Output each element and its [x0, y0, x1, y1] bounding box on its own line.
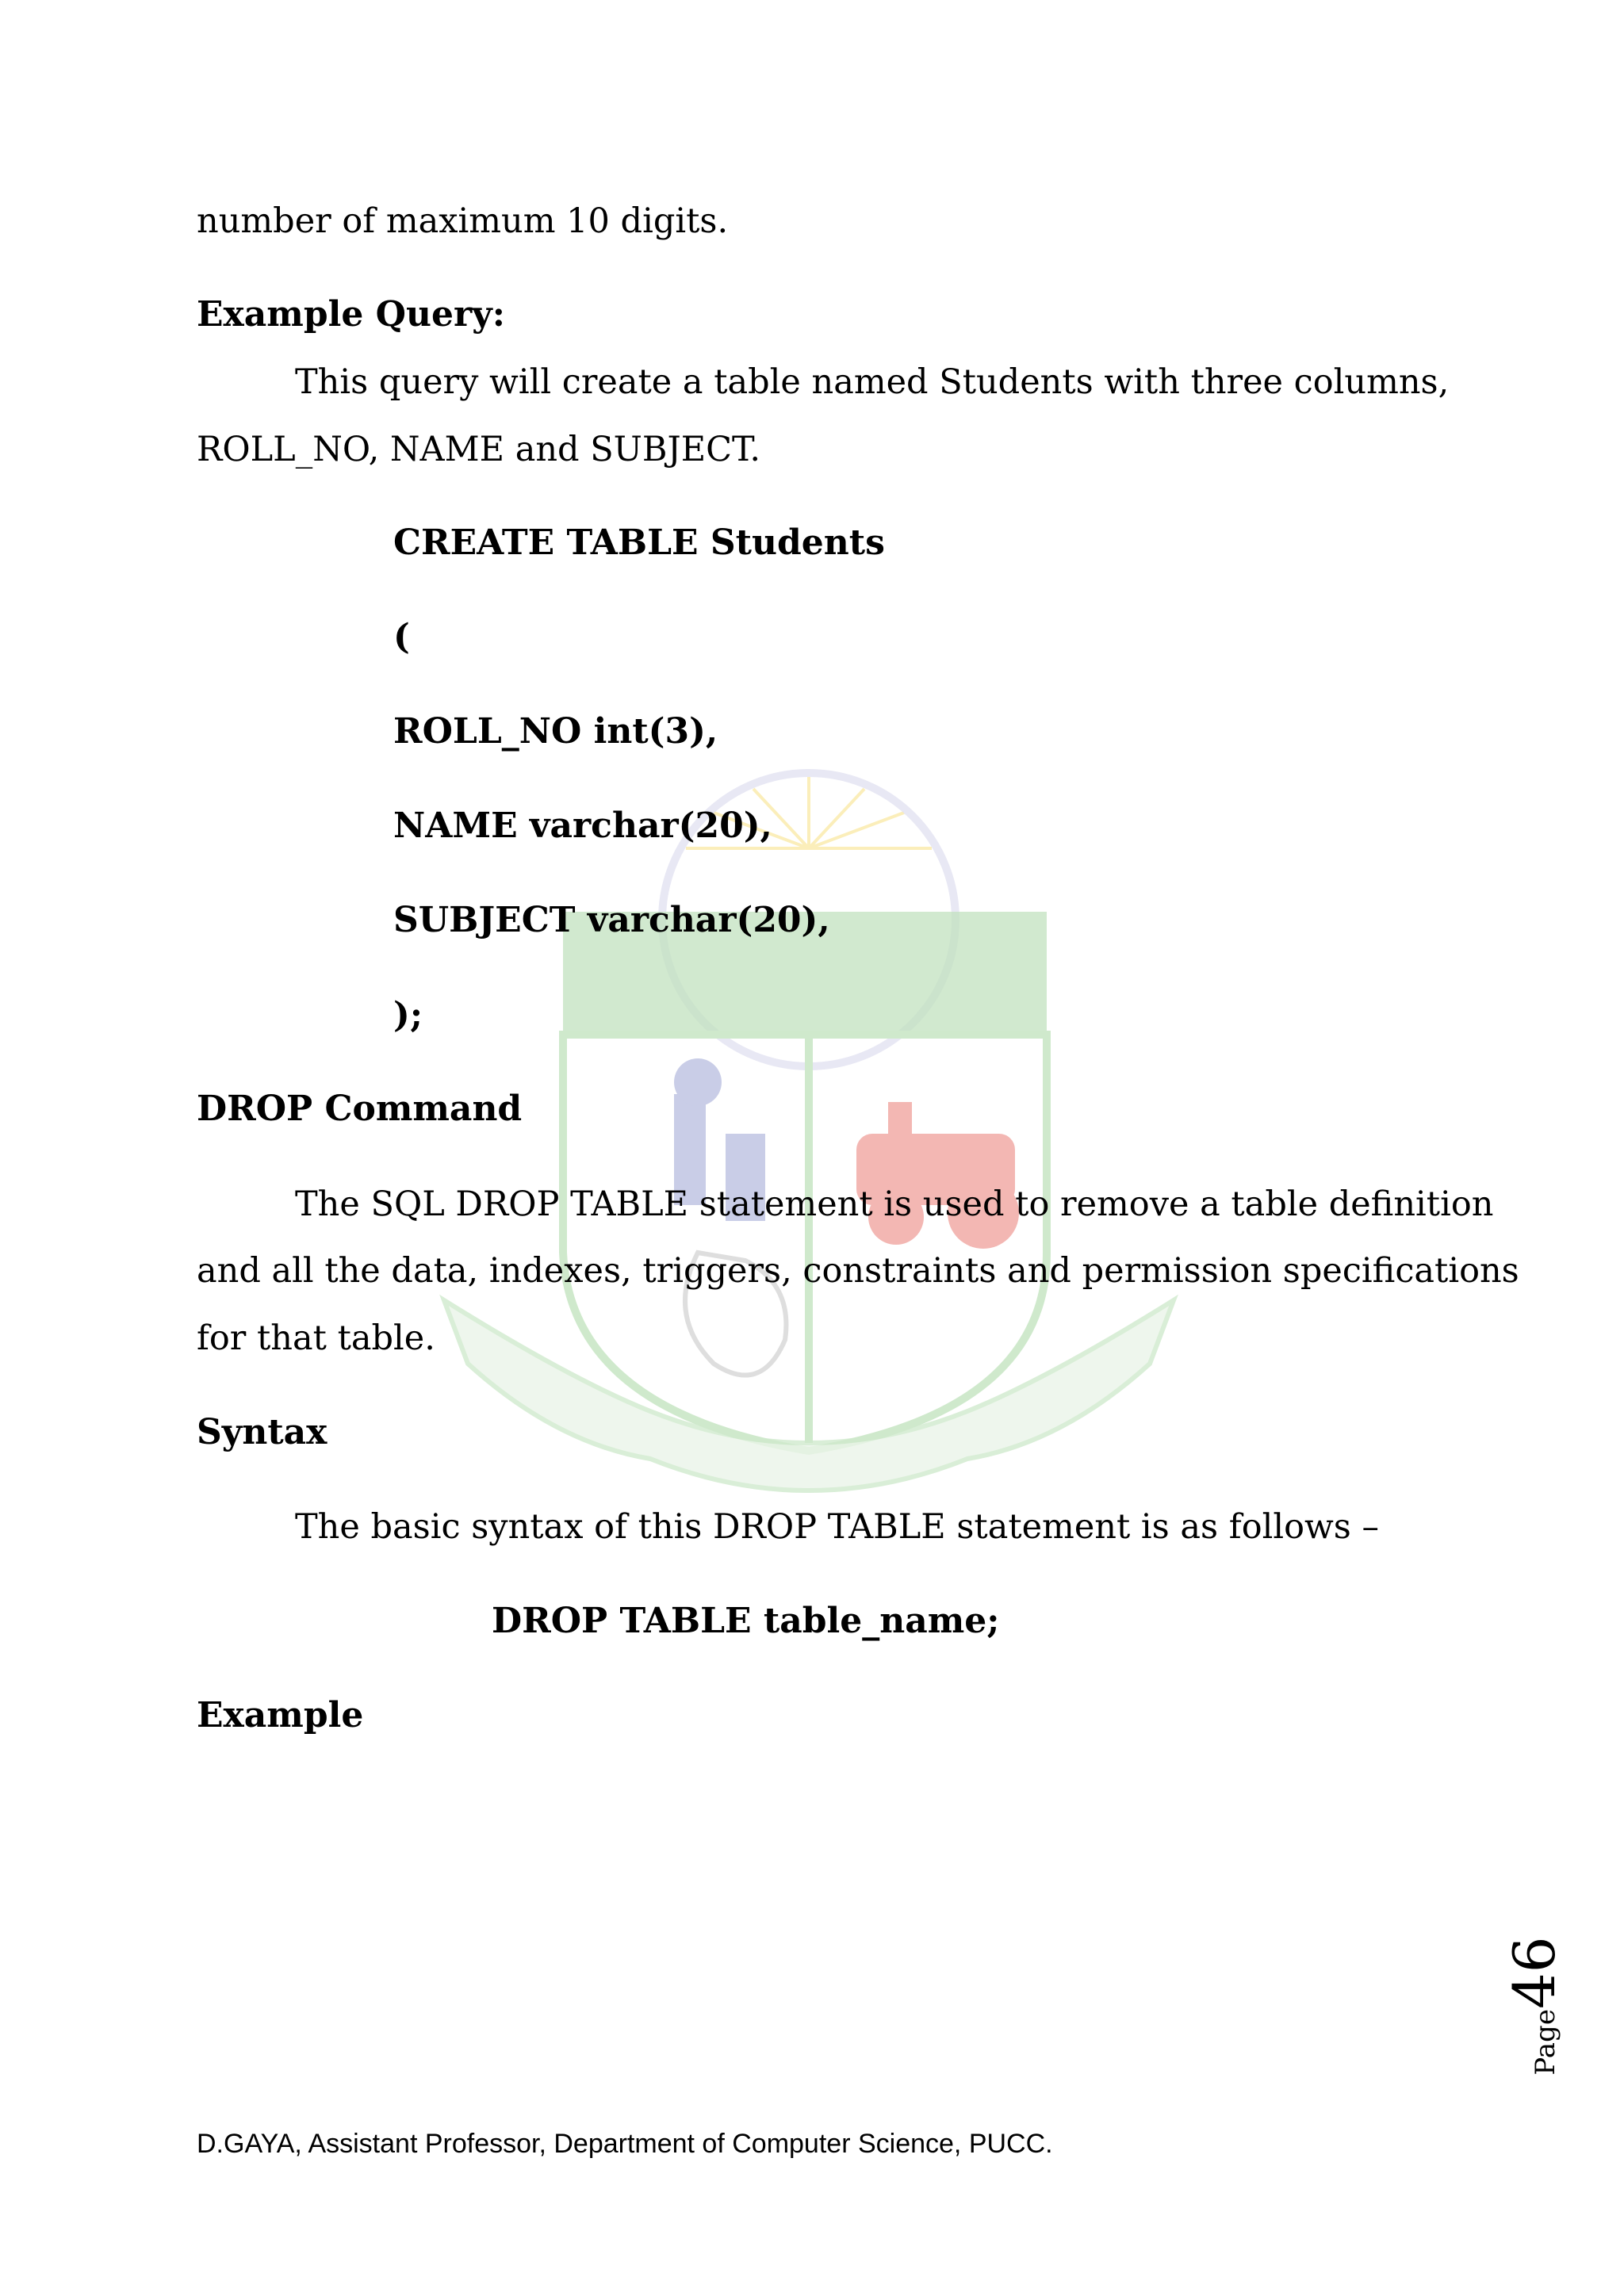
heading-drop-command: DROP Command [197, 1089, 523, 1129]
code-line: ( [393, 617, 410, 657]
code-line: SUBJECT varchar(20), [393, 900, 830, 940]
paragraph-line: and all the data, indexes, triggers, constraints and permission specifications [197, 1251, 1519, 1291]
code-line: ); [393, 995, 423, 1035]
code-line: ROLL_NO int(3), [393, 711, 718, 752]
text-line-digits: number of maximum 10 digits. [197, 201, 729, 241]
heading-example: Example [197, 1695, 364, 1735]
page-number-value: 46 [1501, 1936, 1568, 2010]
code-line: NAME varchar(20), [393, 806, 772, 846]
page-number [1501, 1936, 1596, 2076]
footer-text: D.GAYA, Assistant Professor, Department of Computer Science, PUCC. [197, 2129, 1053, 2159]
heading-example-query: Example Query: [197, 294, 505, 335]
code-line: CREATE TABLE Students [393, 522, 885, 563]
paragraph-line: This query will create a table named Students with three columns, [295, 362, 1450, 402]
paragraph-line: for that table. [197, 1318, 435, 1358]
paragraph-line: The SQL DROP TABLE statement is used to remove a table definition [295, 1184, 1494, 1224]
heading-syntax: Syntax [197, 1412, 327, 1452]
college-emblem-watermark [412, 761, 1205, 1522]
code-line-drop-table: DROP TABLE table_name; [492, 1601, 1000, 1641]
paragraph-line: ROLL_NO, NAME and SUBJECT. [197, 430, 761, 469]
red-tractor [856, 1102, 1019, 1249]
paragraph-line: The basic syntax of this DROP TABLE statement is as follows – [295, 1507, 1380, 1547]
page-label: Page [1530, 2009, 1561, 2076]
